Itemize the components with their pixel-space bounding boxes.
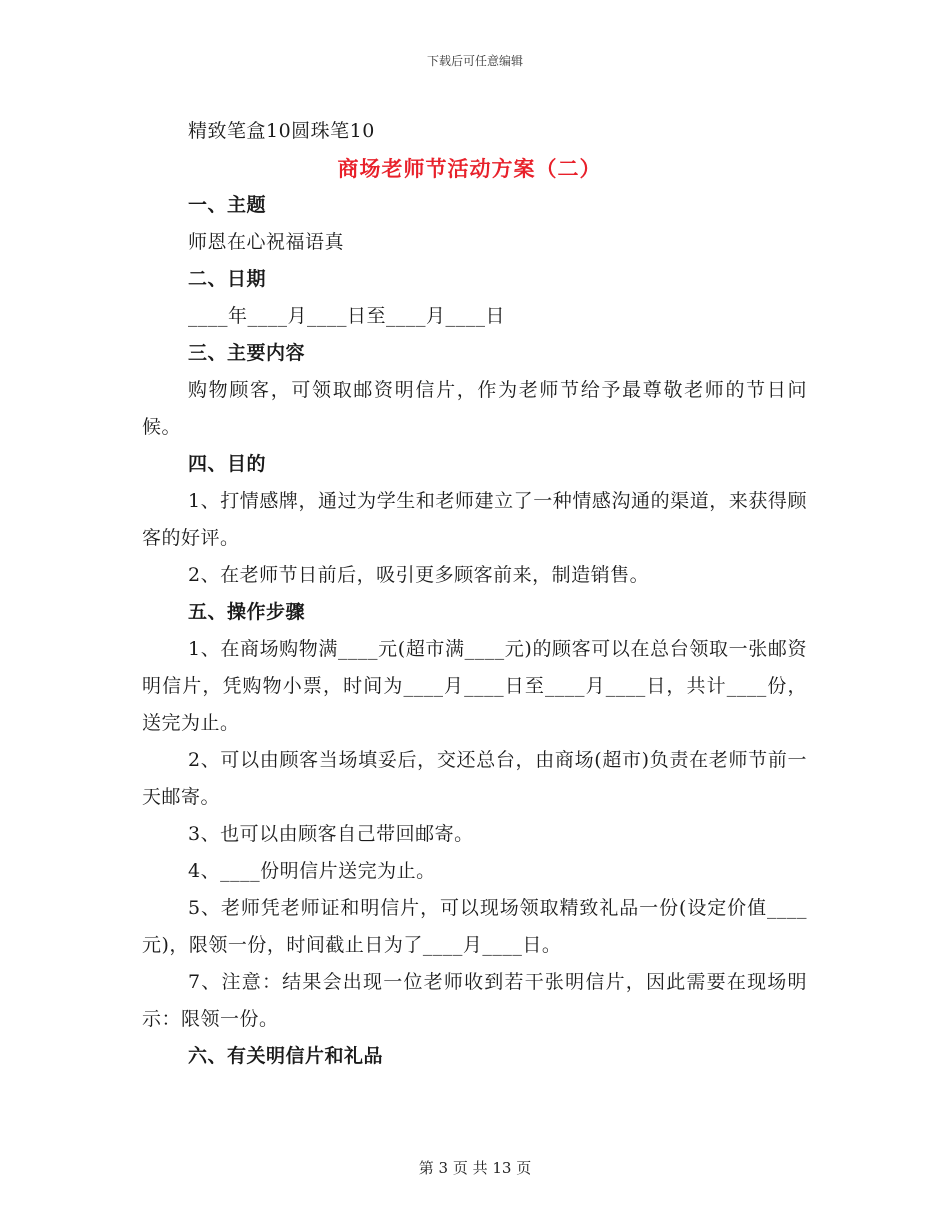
step-item-7: 7、注意：结果会出现一位老师收到若干张明信片，因此需要在现场明示：限领一份。 — [142, 971, 807, 1030]
page-header: 下载后可任意编辑 — [426, 54, 523, 68]
date-text: ____年____月____日至____月____日 — [188, 305, 506, 327]
section-heading-postcards-gifts: 六、有关明信片和礼品 — [188, 1045, 384, 1067]
step-item-1: 1、在商场购物满____元(超市满____元)的顾客可以在总台领取一张邮资明信片，凭购物小票，时间为____月____日至____月____日，共计____份，送完为止。 — [142, 638, 807, 734]
previous-section-tail: 精致笔盒10圆珠笔10 — [188, 120, 375, 142]
step-item-2: 2、可以由顾客当场填妥后，交还总台，由商场(超市)负责在老师节前一天邮寄。 — [142, 749, 807, 808]
section-heading-steps: 五、操作步骤 — [188, 601, 306, 623]
section-heading-date: 二、日期 — [188, 268, 267, 290]
step-item-3: 3、也可以由顾客自己带回邮寄。 — [188, 823, 474, 845]
section-heading-theme: 一、主题 — [188, 194, 267, 216]
step-item-5: 5、老师凭老师证和明信片，可以现场领取精致礼品一份(设定价值____元)，限领一份，时间截止日为了____月____日。 — [142, 897, 807, 956]
section-heading-purpose: 四、目的 — [188, 453, 267, 475]
document-body — [142, 113, 807, 1075]
purpose-item-2: 2、在老师节日前后，吸引更多顾客前来，制造销售。 — [188, 564, 650, 586]
theme-text: 师恩在心祝福语真 — [188, 231, 345, 253]
content-text: 购物顾客，可领取邮资明信片，作为老师节给予最尊敬老师的节日问候。 — [142, 379, 807, 438]
document-title: 商场老师节活动方案（二） — [337, 156, 602, 181]
section-heading-content: 三、主要内容 — [188, 342, 306, 364]
page-footer: 第 3 页 共 13 页 — [418, 1159, 532, 1177]
purpose-item-1: 1、打情感牌，通过为学生和老师建立了一种情感沟通的渠道，来获得顾客的好评。 — [142, 490, 807, 549]
step-item-4: 4、____份明信片送完为止。 — [188, 860, 436, 882]
